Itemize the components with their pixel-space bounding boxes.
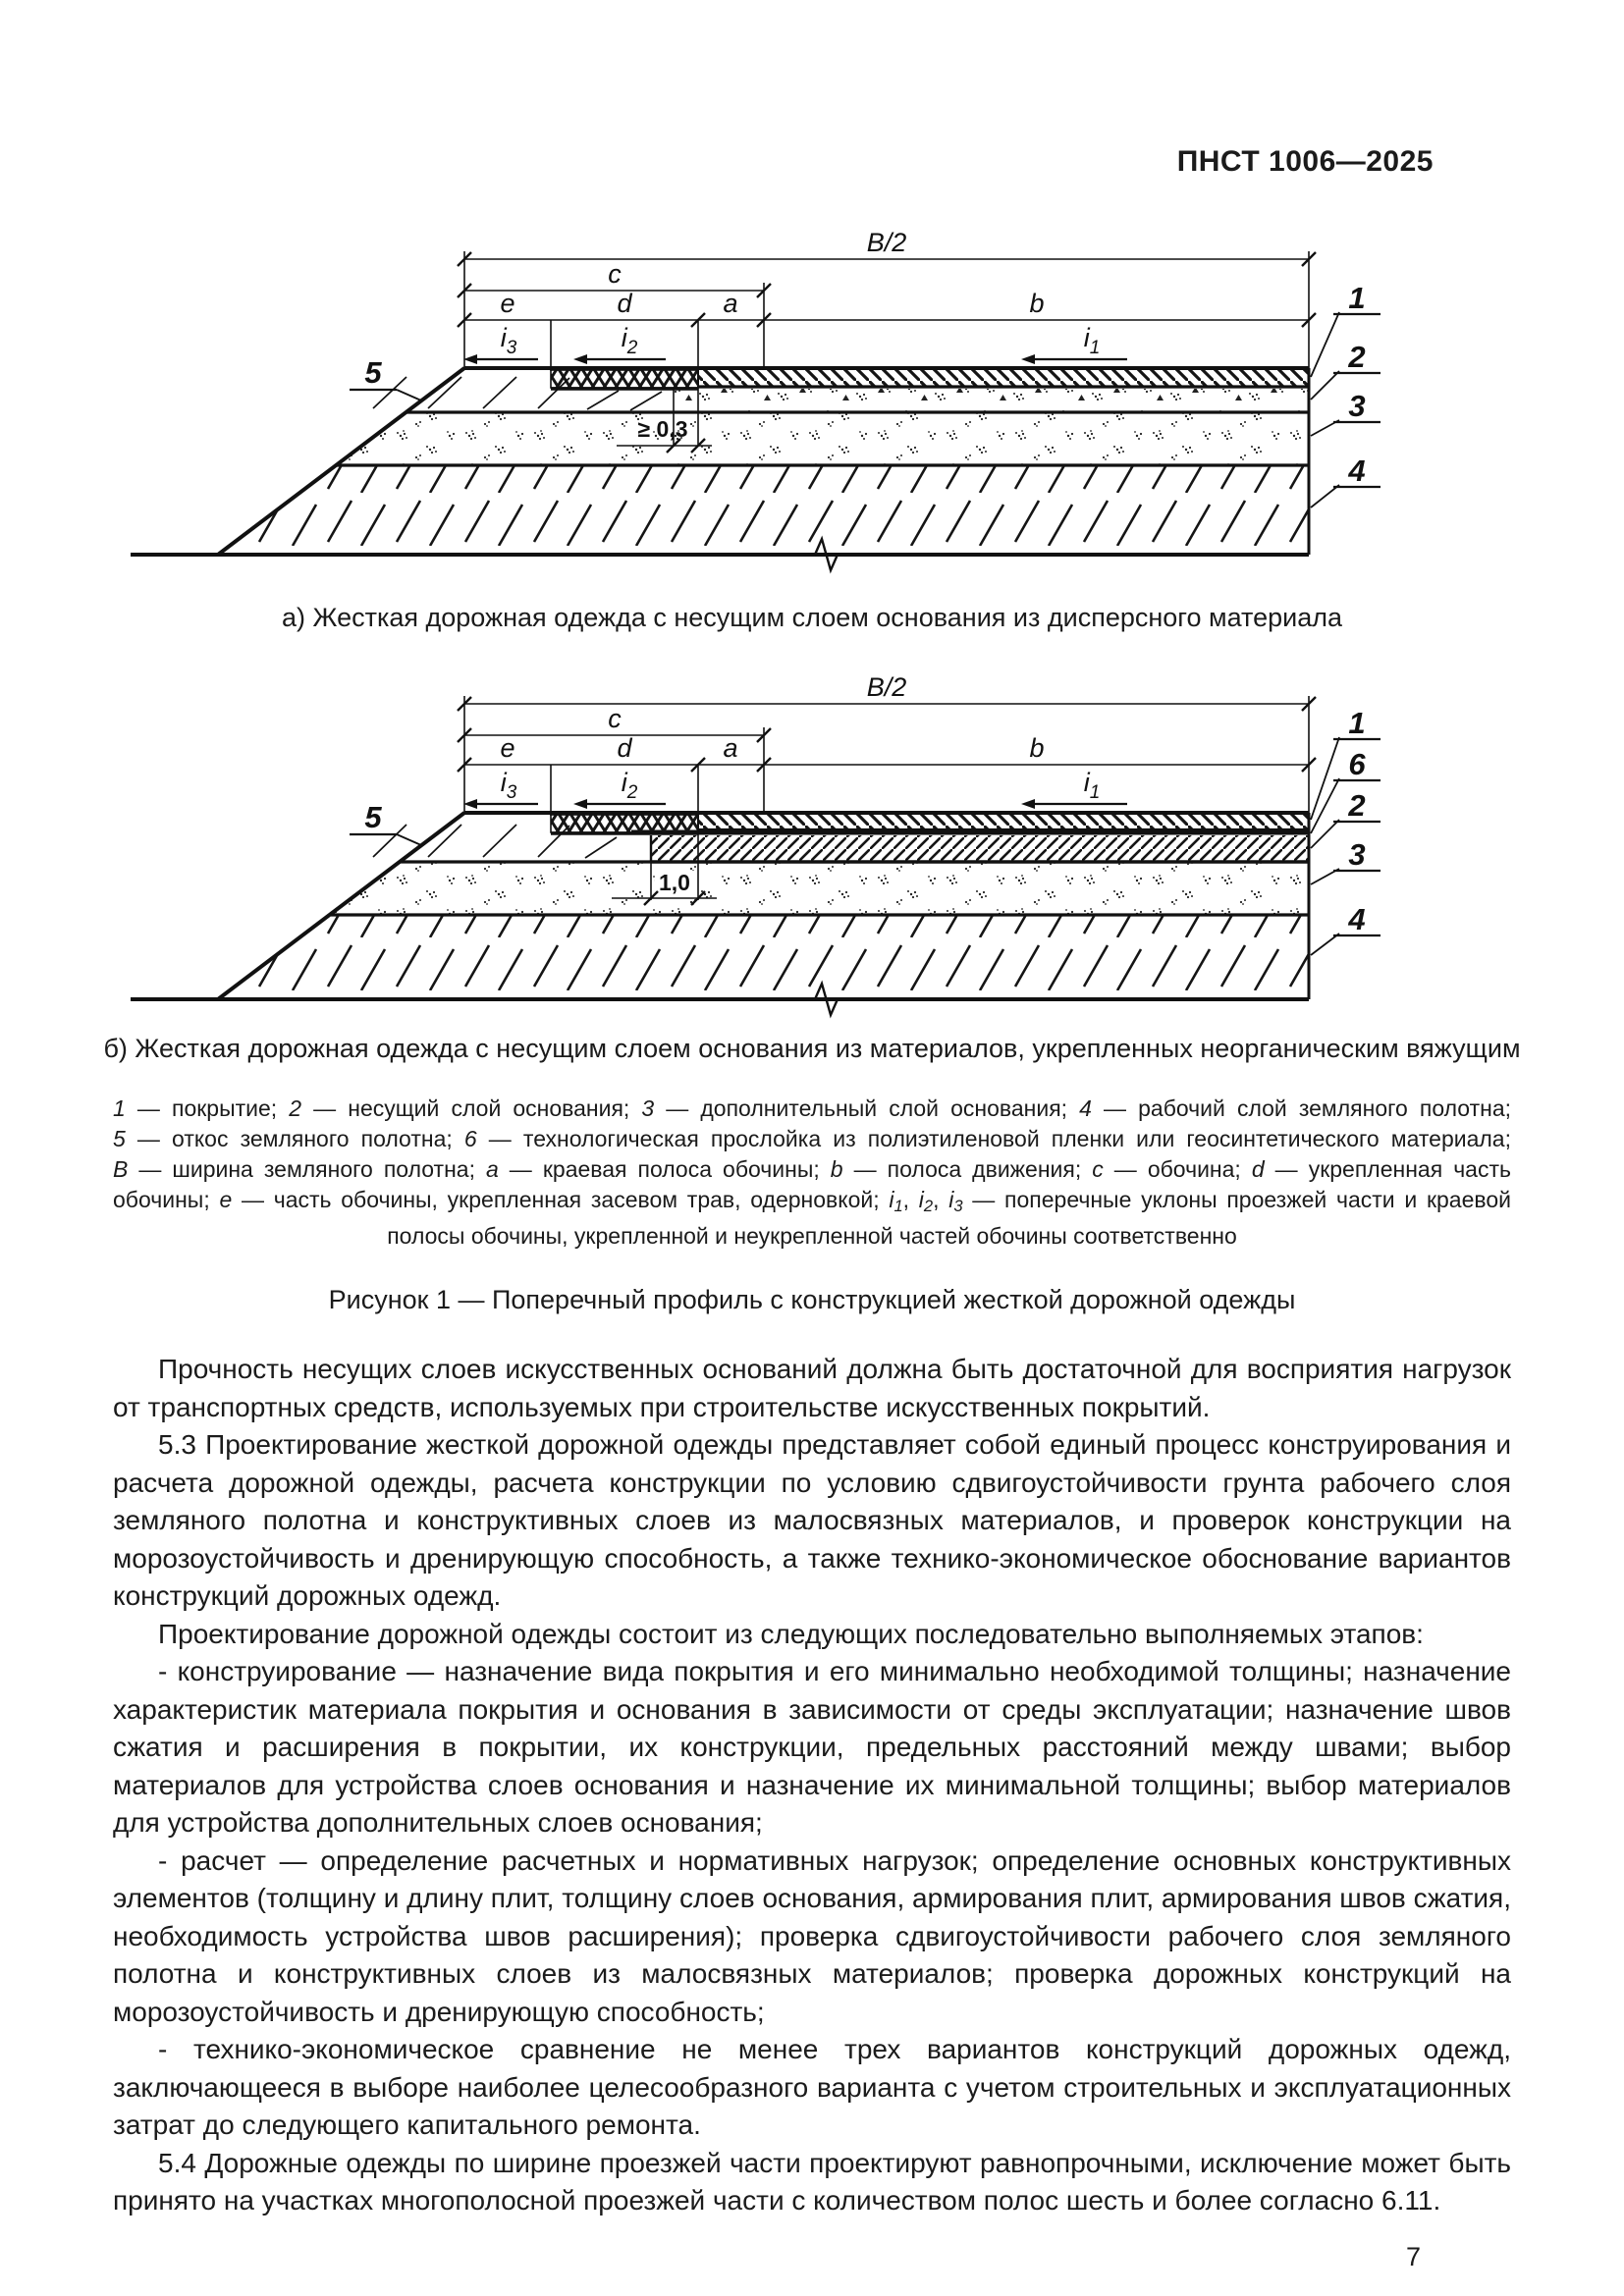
body-paragraph: Прочность несущих слоев искусственных оснований должна быть достаточной для восприятия нагрузок от транспортных средств, используемых при строительстве искусственных покрытий. xyxy=(113,1354,1511,1422)
slope-label-i1: $i_1$ xyxy=(1083,768,1101,803)
slope-label-i3: $i_3$ xyxy=(500,768,517,803)
body-paragraph: - конструирование — назначение вида покрытия и его минимально необходимой толщины; назначение характеристик материала покрытия и основания в зависимости от среды эксплуатации; назначение швов сжатия и расширения в покрытии, их конструкции, предельных расстояний между швами; выбор материалов для устройства слоев основания и назначение их минимальной толщины; выбор материалов для устройства дополнительных слоев основания; xyxy=(113,1656,1511,1839)
slope-arrows xyxy=(463,354,1127,364)
layer-strengthened-shoulder xyxy=(551,815,698,833)
body-paragraph: - технико-экономическое сравнение не менее трех вариантов конструкций дорожных одежд, заключающееся в выборе наиболее целесообразного варианта с учетом строительных и эксплуатационных затрат до следующего капитального ремонта. xyxy=(113,2034,1511,2141)
dim-label-c: c xyxy=(608,259,622,289)
layer-strengthened-shoulder xyxy=(551,370,698,389)
body-paragraph: - расчет — определение расчетных и нормативных нагрузок; определение основных конструктивных элементов (толщину и длину плит, толщину слоев основания, армирования плит, армирования швов сжатия, необходимость устройства швов расширения); проверка сдвигоустойчивости рабочего слоя земляного полотна и конструктивных слоев из малосвязных материалов; проверка дорожных конструкций на морозоустойчивость и дренирующую способность; xyxy=(113,1844,1511,2027)
dim-label-a: a xyxy=(723,733,738,763)
dim-label-b-half: B/2 xyxy=(866,228,907,257)
legend-line: 5 — откос земляного полотна; 6 — технологическая прослойка из полиэтиленовой пленки или геосинтетического материала; xyxy=(113,1126,1511,1151)
callout-4: 4 xyxy=(1348,902,1366,936)
callout-3: 3 xyxy=(1348,837,1366,872)
caption-diagram-b: б) Жесткая дорожная одежда с несущим слоем основания из материалов, укрепленных неорганическим вяжущим xyxy=(103,1034,1521,1063)
dim-label-e: e xyxy=(500,289,515,318)
slope-label-i2: $i_2$ xyxy=(621,323,638,358)
figure-caption: Рисунок 1 — Поперечный профиль с конструкцией жесткой дорожной одежды xyxy=(328,1285,1296,1315)
body-paragraph: Проектирование дорожной одежды состоит из следующих последовательно выполняемых этапов: xyxy=(158,1618,1424,1649)
layer-additional-base xyxy=(331,862,1309,915)
dim-label-e: e xyxy=(500,733,515,763)
callout-5: 5 xyxy=(364,355,382,390)
page-number: 7 xyxy=(1405,2241,1421,2271)
layer-subgrade xyxy=(221,466,1309,553)
callout-6: 6 xyxy=(1348,747,1366,781)
dim-label-d: d xyxy=(617,733,632,763)
layer-additional-base xyxy=(337,412,1309,465)
diagram-a xyxy=(116,228,1392,581)
legend-line: 1 — покрытие; 2 — несущий слой основания; 3 — дополнительный слой основания; 4 — рабочий слой земляного полотна; xyxy=(113,1095,1511,1121)
layer-pavement xyxy=(698,815,1309,829)
slope-label-i3: $i_3$ xyxy=(500,323,517,358)
callout-2: 2 xyxy=(1348,788,1366,823)
dim-label-b: b xyxy=(1029,289,1045,318)
layer-base-course xyxy=(674,389,1309,412)
callout-5: 5 xyxy=(364,800,382,834)
dim-value-10: 1,0 xyxy=(659,870,690,895)
slope-arrows xyxy=(463,799,1127,809)
caption-diagram-a: а) Жесткая дорожная одежда с несущим слоем основания из дисперсного материала xyxy=(281,603,1343,632)
dim-label-d: d xyxy=(617,289,632,318)
legend-line: обочины; e — часть обочины, укрепленная засевом трав, одерновкой; i1, i2, i3 — поперечные уклоны проезжей части и краевой xyxy=(113,1187,1511,1216)
body-paragraph: 5.4 Дорожные одежды по ширине проезжей части проектируют равнопрочными, исключение может быть принято на участках многополосной проезжей части с количеством полос шесть и более согласно 6.11. xyxy=(113,2147,1511,2216)
callout-2: 2 xyxy=(1348,340,1366,374)
dim-label-c: c xyxy=(608,704,622,733)
slope-label-i2: $i_2$ xyxy=(621,768,638,803)
legend-line: В — ширина земляного полотна; a — краевая полоса обочины; b — полоса движения; c — обочина; d — укрепленная часть xyxy=(113,1156,1511,1182)
page-header: ПНСТ 1006—2025 xyxy=(1176,145,1434,178)
callout-1: 1 xyxy=(1348,281,1366,315)
diagram-b xyxy=(116,672,1392,1026)
callout-1: 1 xyxy=(1348,706,1366,740)
layer-subgrade xyxy=(221,916,1309,997)
body-paragraph: 5.3 Проектирование жесткой дорожной одежды представляет собой единый процесс конструирования и расчета дорожной одежды, расчета конструкции по условию сдвигоустойчивости грунта рабочего слоя земляного полотна и конструктивных слоев из малосвязных материалов, и проверок конструкции на морозоустойчивость и дренирующую способность, а также технико-экономическое обоснование вариантов конструкций дорожных одежд. xyxy=(113,1429,1511,1612)
figure-legend xyxy=(113,1094,1511,1252)
legend-line: полосы обочины, укрепленной и неукрепленной частей обочины соответственно xyxy=(387,1223,1237,1250)
slope-label-i1: $i_1$ xyxy=(1083,323,1101,358)
dim-label-a: a xyxy=(723,289,738,318)
dim-label-b: b xyxy=(1029,733,1045,763)
body-text xyxy=(113,1351,1511,2220)
callout-3: 3 xyxy=(1348,389,1366,423)
layer-base-course-bound xyxy=(651,835,1309,862)
callout-4: 4 xyxy=(1348,454,1366,488)
dim-value-min-03: ≥ 0,3 xyxy=(637,416,688,442)
layer-pavement xyxy=(698,370,1309,387)
dim-label-b-half: B/2 xyxy=(866,672,907,702)
